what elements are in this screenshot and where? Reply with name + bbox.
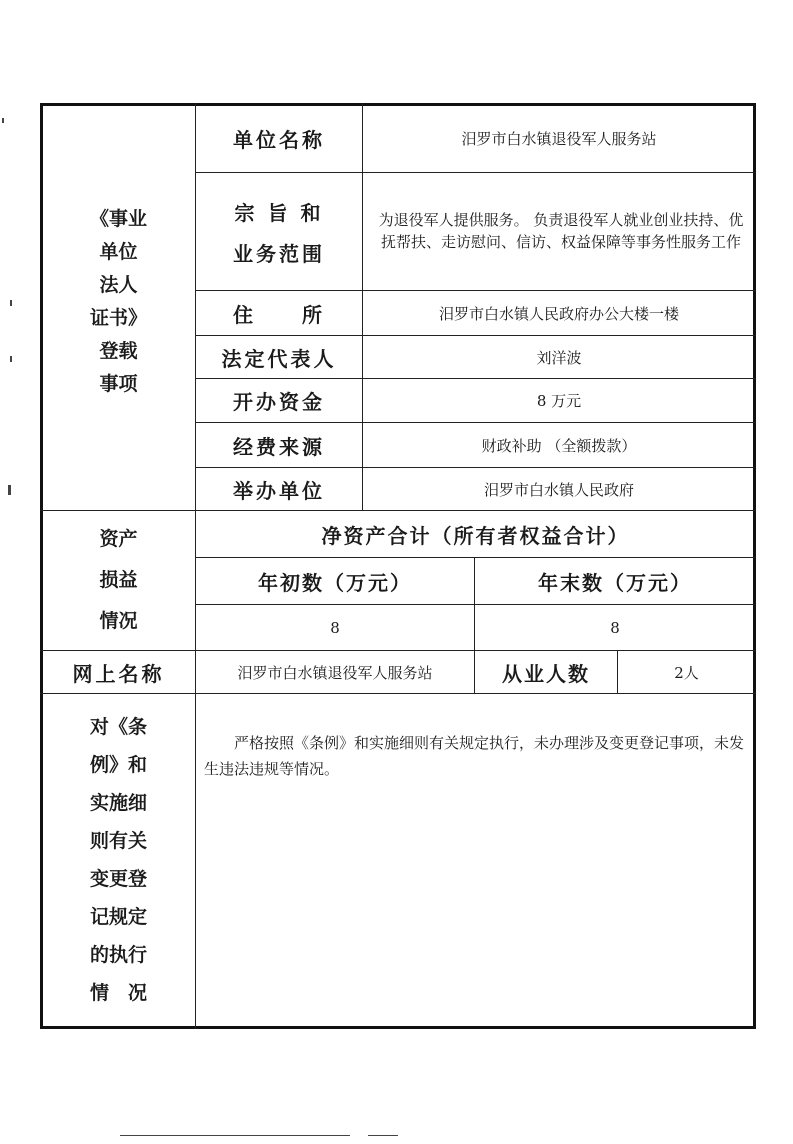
unit-name-value: 汨罗市白水镇退役军人服务站 <box>461 130 657 148</box>
registration-section-label: 《事业 单位 法人 证书》 登载 事项 <box>89 208 147 395</box>
compliance-section-label: 对《条 例》和 实施细 则有关 变更登 记规定 的执行 情 况 <box>89 716 147 1004</box>
unit-name-label: 单位名称 <box>233 128 325 152</box>
domicile-label: 住 所 <box>233 302 325 327</box>
funding-source-value: 财政补助 （全额拨款） <box>481 436 637 455</box>
purpose-scope-label: 宗 旨 和 业务范围 <box>233 200 325 266</box>
begin-year-value: 8 <box>330 618 340 637</box>
scan-line <box>368 1135 398 1136</box>
legal-representative-value: 刘洋波 <box>536 348 582 367</box>
purpose-scope-value: 为退役军人提供服务。 负责退役军人就业创业扶持、优抚帮扶、走访慰问、信访、权益保障等事务性服务工作 <box>378 210 744 251</box>
begin-year-label: 年初数（万元） <box>258 570 412 595</box>
domicile-value: 汨罗市白水镇人民政府办公大楼一楼 <box>438 304 679 323</box>
start-up-capital-value: 8 万元 <box>536 392 582 410</box>
scan-mark <box>10 356 12 362</box>
legal-representative-label: 法定代表人 <box>221 346 337 371</box>
online-name-label: 网上名称 <box>72 661 165 686</box>
scan-mark <box>10 300 12 306</box>
scan-mark <box>8 485 11 495</box>
scan-mark <box>2 118 4 123</box>
net-assets-header: 净资产合计（所有者权益合计） <box>321 523 630 548</box>
staff-count-label: 从业人数 <box>502 661 590 686</box>
funding-source-label: 经费来源 <box>233 434 325 459</box>
end-year-label: 年末数（万元） <box>538 570 692 595</box>
end-year-value: 8 <box>610 618 620 637</box>
start-up-capital-label: 开办资金 <box>233 390 325 414</box>
sponsor-unit-value: 汨罗市白水镇人民政府 <box>483 480 634 499</box>
scan-line <box>120 1135 350 1136</box>
sponsor-unit-label: 举办单位 <box>233 478 325 503</box>
compliance-text: 严格按照《条例》和实施细则有关规定执行，未办理涉及变更登记事项，未发生违法违规等情况。 <box>204 734 745 779</box>
staff-count-value: 2人 <box>674 663 699 682</box>
assets-section-label: 资产 损益 情况 <box>99 528 138 632</box>
online-name-value: 汨罗市白水镇退役军人服务站 <box>237 663 433 682</box>
